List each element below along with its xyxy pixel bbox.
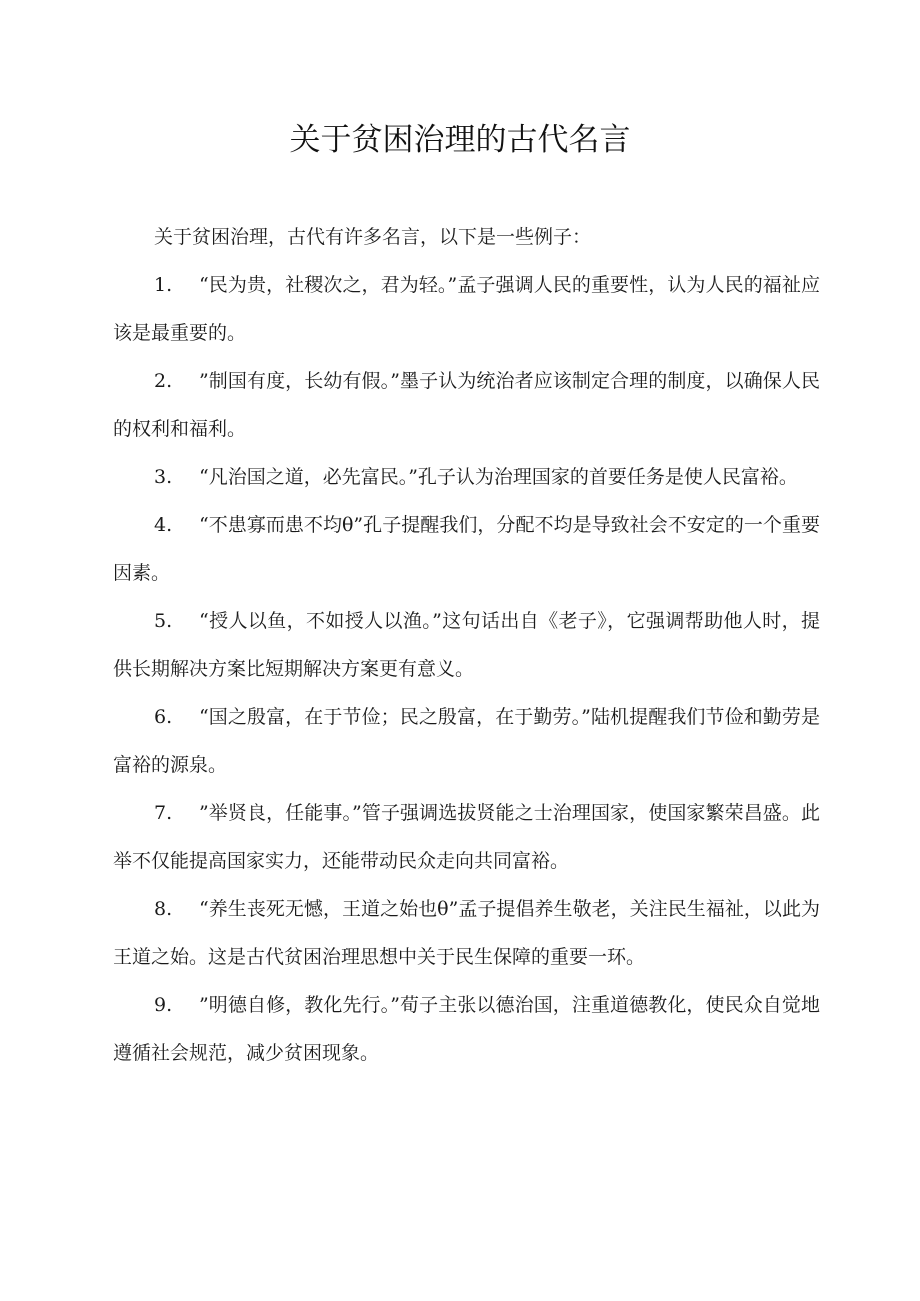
list-item [113, 501, 820, 597]
list-item [113, 885, 820, 981]
item-number: 9. [154, 994, 173, 1016]
list-item [113, 789, 820, 885]
list-item [113, 357, 820, 453]
intro-paragraph: 关于贫困治理，古代有许多名言，以下是一些例子： [154, 226, 592, 248]
item-text: ”制国有度，长幼有假。”墨子认为统治者应该制定合理的制度，以确保人民的权利和福利。 [113, 370, 820, 440]
list-item [113, 597, 820, 693]
list-item [113, 453, 820, 501]
document-body [113, 213, 820, 1077]
list-item [113, 693, 820, 789]
item-number: 4. [154, 514, 173, 536]
document-title: 关于贫困治理的古代名言 [289, 122, 631, 158]
item-number: 3. [154, 466, 173, 488]
item-text: “民为贵，社稷次之，君为轻。”孟子强调人民的重要性，认为人民的福祉应该是最重要的。 [113, 274, 820, 344]
list-item [113, 261, 820, 357]
item-text: “不患寡而患不均θ”孔子提醒我们，分配不均是导致社会不安定的一个重要因素。 [113, 514, 820, 584]
item-text: “凡治国之道，必先富民。”孔子认为治理国家的首要任务是使人民富裕。 [199, 466, 798, 488]
item-number: 2. [154, 370, 173, 392]
item-number: 6. [154, 706, 173, 728]
item-text: ”举贤良，任能事。”管子强调选拔贤能之士治理国家，使国家繁荣昌盛。此举不仅能提高国家实力，还能带动民众走向共同富裕。 [113, 802, 820, 872]
item-text: “养生丧死无憾，王道之始也θ”孟子提倡养生敬老，关注民生福祉，以此为王道之始。这是古代贫困治理思想中关于民生保障的重要一环。 [113, 898, 820, 968]
item-number: 5. [154, 610, 173, 632]
list-item [113, 981, 820, 1077]
item-number: 1. [154, 274, 173, 296]
item-number: 7. [154, 802, 173, 824]
item-number: 8. [154, 898, 173, 920]
item-text: “授人以鱼，不如授人以渔。”这句话出自《老子》，它强调帮助他人时，提供长期解决方案比短期解决方案更有意义。 [113, 610, 820, 680]
item-text: ”明德自修，教化先行。”荀子主张以德治国，注重道德教化，使民众自觉地遵循社会规范，减少贫困现象。 [113, 994, 820, 1064]
item-text: “国之殷富，在于节俭；民之殷富，在于勤劳。”陆机提醒我们节俭和勤劳是富裕的源泉。 [113, 706, 820, 776]
